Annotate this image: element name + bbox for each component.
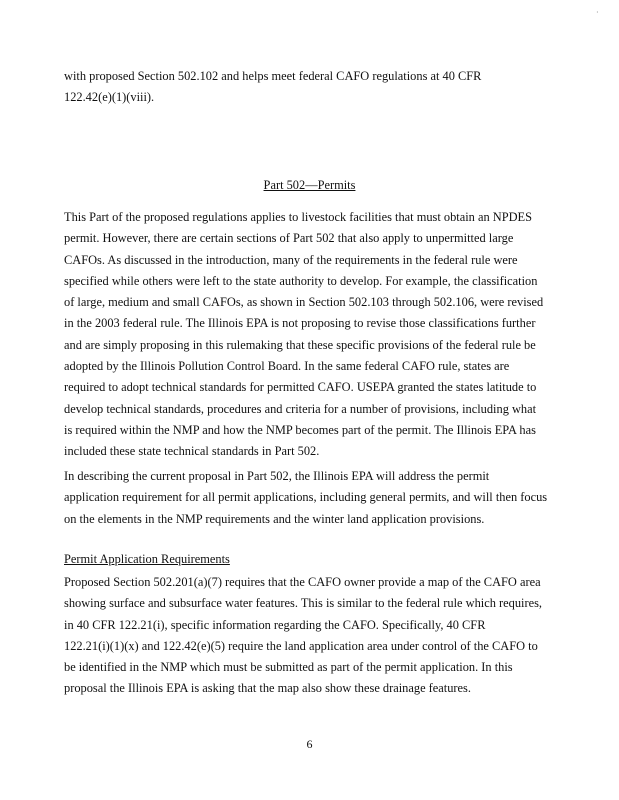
corner-mark: · [596, 8, 599, 17]
subsection-heading: Permit Application Requirements [64, 552, 230, 566]
paragraph-line: application requirement for all permit applications, including general permits, and will then focus [64, 490, 548, 505]
paragraph-line: proposal the Illinois EPA is asking that the map also show these drainage features. [64, 681, 471, 696]
paragraph-line: in the 2003 federal rule. The Illinois EPA is not proposing to revise those classifications further [64, 316, 536, 331]
page-number: 6 [306, 737, 313, 751]
section-heading: Part 502—Permits [263, 178, 356, 192]
paragraph-line: included these state technical standards in Part 502. [64, 444, 320, 459]
paragraph-line: This Part of the proposed regulations applies to livestock facilities that must obtain an NPDES [64, 210, 533, 224]
paragraph-current-proposal [64, 466, 564, 530]
paragraph-line: CAFOs. As discussed in the introduction, many of the requirements in the federal rule were [64, 252, 518, 267]
paragraph-line: required to adopt technical standards for permitted CAFO. USEPA granted the states latitude to [64, 380, 537, 395]
paragraph-line: of large, medium and small CAFOs, as shown in Section 502.103 through 502.106, were revised [64, 295, 544, 310]
paragraph-line: be identified in the NMP which must be submitted as part of the permit application. In this [64, 660, 513, 675]
paragraph-permits-scope [64, 207, 564, 463]
paragraph-line: in 40 CFR 122.21(i), specific information regarding the CAFO. Specifically, 40 CFR [64, 617, 486, 632]
intro-line: 122.42(e)(1)(viii). [64, 90, 155, 105]
paragraph-line: In describing the current proposal in Part 502, the Illinois EPA will address the permit [64, 469, 490, 483]
paragraph-line: on the elements in the NMP requirements and the winter land application provisions. [64, 511, 485, 526]
intro-paragraph [64, 66, 564, 109]
paragraph-line: 122.21(i)(1)(x) and 122.42(e)(5) require the land application area under control of the CAFO to [64, 638, 538, 653]
paragraph-line: specified while others were left to the state authority to develop. For example, the classification [64, 273, 538, 288]
paragraph-line: is required within the NMP and how the NMP becomes part of the permit. The Illinois EPA has [64, 422, 536, 437]
paragraph-line: showing surface and subsurface water features. This is similar to the federal rule which requires, [64, 596, 543, 611]
paragraph-permit-application [64, 572, 564, 700]
paragraph-line: adopted by the Illinois Pollution Control Board. In the same federal CAFO rule, states are [64, 359, 510, 374]
paragraph-line: develop technical standards, procedures and criteria for a number of provisions, including what [64, 401, 537, 416]
intro-line: with proposed Section 502.102 and helps meet federal CAFO regulations at 40 CFR [64, 69, 482, 83]
paragraph-line: permit. However, there are certain sections of Part 502 that also apply to unpermitted large [64, 231, 514, 246]
paragraph-line: Proposed Section 502.201(a)(7) requires that the CAFO owner provide a map of the CAFO area [64, 575, 541, 589]
paragraph-line: and are simply proposing in this rulemaking that these specific provisions of the federal rule be [64, 337, 536, 352]
